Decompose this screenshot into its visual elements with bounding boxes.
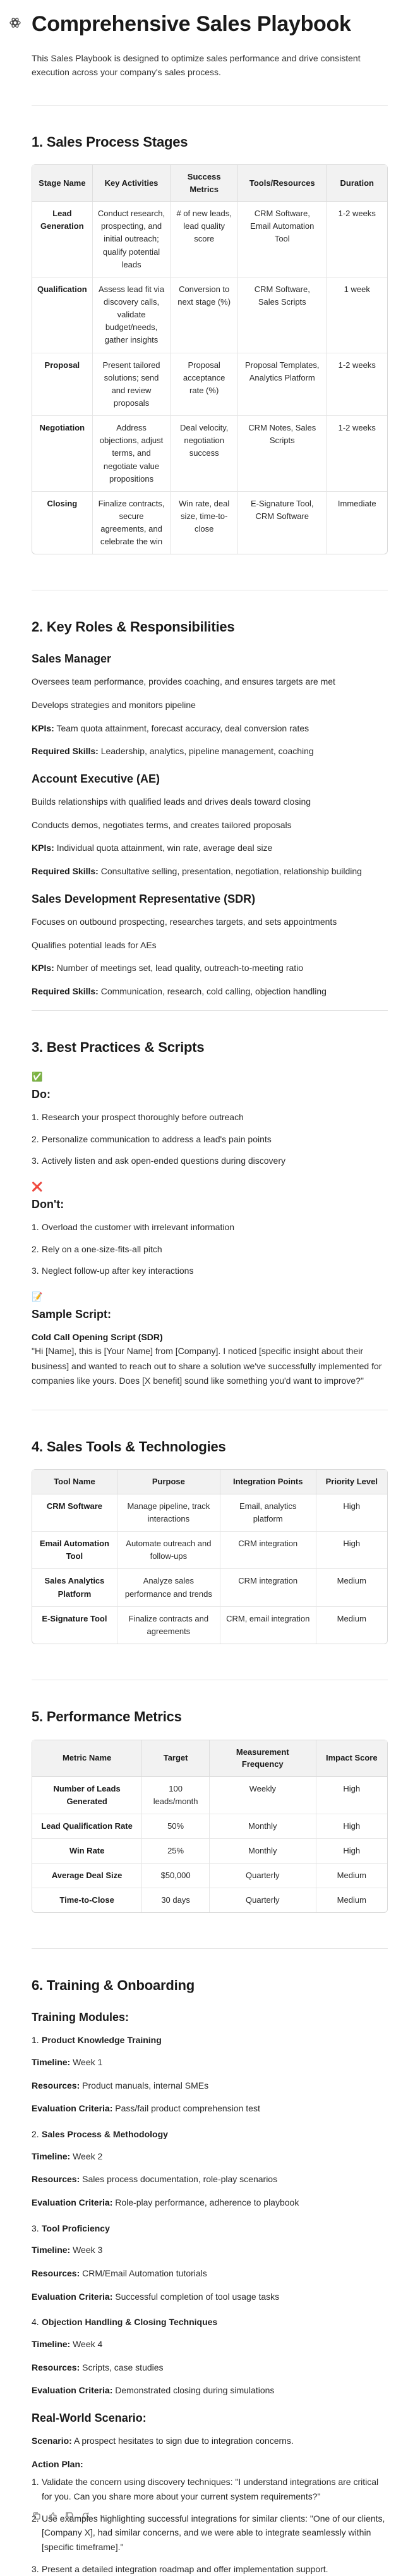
table-row [32,1532,387,1569]
section-heading-metrics: 5. Performance Metrics [32,1708,182,1724]
table-cell: 25% [142,1839,210,1864]
sales-tools-table [32,1469,388,1644]
checkmark-icon: ✅ [32,1071,43,1082]
table-row [32,492,387,554]
detail-value: Product manuals, internal SMEs [82,2080,209,2091]
module-details [32,2055,388,2116]
detail-label: Timeline: [32,2151,71,2161]
scenario-text: A prospect hesitates to sign due to integration concerns. [73,2436,294,2446]
list-text: Present a detailed integration roadmap and offer implementation support. [42,2563,328,2574]
table-cell: Manage pipeline, track interactions [117,1494,220,1532]
table-cell: Deal velocity, negotiation success [171,416,238,492]
module-detail [32,2055,388,2070]
list-number: 2. [32,2128,39,2139]
skills-item [32,744,388,759]
table-cell: Immediate [337,498,376,508]
detail-label: Resources: [32,2362,80,2372]
column-header: Success Metrics [171,165,238,202]
table-cell: Win rate, deal size, time-to-close [171,492,238,554]
table-cell: Address objections, adjust terms, and negotiate value propositions [93,416,171,492]
list-item [32,1110,388,1125]
table-row [32,1864,387,1888]
list-number: 1. [32,2035,39,2046]
table-row [32,202,387,278]
table-cell: Monthly [210,1839,316,1864]
row-label-cell: Lead Generation [32,202,93,278]
module-name: Objection Handling & Closing Techniques [42,2317,218,2328]
section-heading-sales-process: 1. Sales Process Stages [32,133,188,150]
action-plan-list [32,2475,388,2576]
table-cell: 1 week [327,278,387,353]
table-cell: 1-2 weeks [327,416,387,492]
scenario-label: Scenario: [32,2436,72,2446]
kpi-text: Number of meetings set, lead quality, outreach-to-meeting ratio [56,963,304,974]
table-cell: Finalize contracts and agreements [117,1607,220,1644]
module-name: Tool Proficiency [42,2223,110,2233]
kpi-item [32,961,388,975]
module-details [32,2337,388,2398]
column-header: Target [142,1740,210,1777]
module-detail [32,2337,388,2352]
list-number: 3. [32,1156,39,1166]
column-header: Measurement Frequency [210,1740,316,1777]
table-cell: Quarterly [210,1864,316,1888]
table-row [32,416,387,492]
memo-icon: 📝 [32,1291,43,1302]
section-divider [32,1948,388,1949]
thumbs-down-icon[interactable] [64,2511,75,2521]
table-cell: Medium [316,1569,387,1606]
list-number: 2. [32,1133,39,1144]
skills-text: Leadership, analytics, pipeline management, coaching [100,746,314,757]
detail-value: Pass/fail product comprehension test [115,2103,260,2114]
row-label-cell: CRM Software [32,1494,117,1532]
detail-label: Evaluation Criteria: [32,2197,113,2207]
skills-text: Communication, research, cold calling, objection handling [100,986,327,996]
module-name: Product Knowledge Training [42,2035,162,2046]
role-title: Sales Development Representative (SDR) [32,892,256,905]
table-cell: Medium [316,1864,387,1888]
section-divider [32,1010,388,1011]
role-title: Sales Manager [32,652,112,666]
detail-value: Demonstrated closing during simulations [115,2385,275,2396]
list-item [32,1264,388,1278]
table-cell: Quarterly [210,1888,316,1912]
row-label-cell: Email Automation Tool [32,1532,117,1569]
table-cell: 100 leads/month [142,1777,210,1814]
list-item [32,1154,388,1168]
column-header: Stage Name [32,165,93,202]
column-header: Metric Name [32,1740,142,1777]
kpi-text: Team quota attainment, forecast accuracy, deal conversion rates [56,723,309,733]
kpi-label: KPIs: [32,843,54,853]
row-label-cell: Average Deal Size [32,1864,142,1888]
list-item [32,1242,388,1257]
table-cell: Assess lead fit via discovery calls, validate budget/needs, gather insights [93,278,171,353]
table-cell: 50% [142,1814,210,1839]
module-title [32,2221,388,2236]
list-item: Develops strategies and monitors pipeline [32,699,196,710]
copy-icon[interactable] [32,2511,42,2521]
module-title [32,2127,388,2142]
script-text: "Hi [Name], this is [Your Name] from [Company]. I noticed [specific insight about their business] and wanted to reach out to share a solution we've successfully implemented for companies like yours. Does [X benefit] sound like something you'd want to improve?" [32,1346,382,1386]
module-title [32,2315,388,2329]
column-header: Priority Level [316,1470,387,1494]
list-number: 2. [32,2513,39,2524]
table-cell: 30 days [142,1888,210,1912]
row-label-cell: Proposal [32,353,93,417]
table-row [32,1569,387,1606]
do-list [32,1110,388,1168]
module-title [32,2033,388,2048]
table-cell: CRM, email integration [220,1607,316,1644]
table-cell: High [316,1494,387,1532]
action-plan-heading: Action Plan: [32,2458,83,2469]
skills-label: Required Skills: [32,986,99,996]
list-text: Personalize communication to address a lead's pain points [42,1133,272,1144]
table-cell: Medium [337,1613,366,1623]
column-header: Duration [327,165,387,202]
module-detail [32,2172,388,2187]
table-row [32,1777,387,1814]
document-title: Comprehensive Sales Playbook [32,12,351,36]
role-items [32,915,388,999]
table-cell: CRM Software, Sales Scripts [238,278,327,353]
table-cell: Monthly [210,1814,316,1839]
detail-value: Sales process documentation, role-play scenarios [82,2174,278,2185]
table-cell: High [316,1839,387,1864]
section-heading-tools: 4. Sales Tools & Technologies [32,1438,226,1455]
table-cell: $50,000 [142,1864,210,1888]
detail-label: Resources: [32,2080,80,2091]
table-cell: Weekly [210,1777,316,1814]
column-header: Tools/Resources [238,165,327,202]
section-heading-training: 6. Training & Onboarding [32,1977,195,1994]
sales-process-table [32,164,388,554]
list-item [32,2475,388,2503]
table-cell: Analyze sales performance and trends [117,1569,220,1606]
module-detail [32,2360,388,2375]
row-label-cell: Time-to-Close [32,1888,142,1912]
detail-label: Timeline: [32,2056,71,2067]
roles-list [32,650,388,999]
detail-label: Evaluation Criteria: [32,2385,113,2396]
row-label-cell: Negotiation [32,416,93,492]
table-cell: Proposal Templates, Analytics Platform [238,353,327,417]
skills-label: Required Skills: [32,746,99,757]
table-row [32,1607,387,1644]
table-cell: High [316,1777,387,1814]
detail-label: Timeline: [32,2245,71,2256]
detail-label: Evaluation Criteria: [32,2103,113,2114]
table-row [32,1494,387,1532]
module-detail [32,2383,388,2398]
row-label-cell: Number of Leads Generated [32,1777,142,1814]
do-heading: Do: [32,1087,51,1101]
list-text: Actively listen and ask open-ended questions during discovery [42,1156,286,1166]
scenario-heading: Real-World Scenario: [32,2411,147,2424]
list-text: Rely on a one-size-fits-all pitch [42,1243,162,1254]
table-cell: Email, analytics platform [220,1494,316,1532]
column-header: Impact Score [316,1740,387,1777]
detail-value: Week 3 [73,2245,103,2256]
row-label-cell: Qualification [32,278,93,353]
kpi-item [32,841,388,855]
column-header: Key Activities [93,165,171,202]
cross-icon: ❌ [32,1181,43,1192]
training-modules-list [32,2033,388,2398]
training-modules-heading: Training Modules: [32,2011,129,2024]
table-cell: Automate outreach and follow-ups [117,1532,220,1569]
table-cell: CRM integration [220,1532,316,1569]
table-cell: Finalize contracts, secure agreements, and celebrate the win [93,492,171,554]
table-cell: Medium [337,1895,366,1905]
intro-paragraph: This Sales Playbook is designed to optimize sales performance and drive consistent execution across your company's sales process. [32,52,361,78]
list-number: 4. [32,2317,39,2328]
skills-label: Required Skills: [32,866,99,877]
row-label-cell: Sales Analytics Platform [32,1569,117,1606]
detail-value: Scripts, case studies [82,2362,164,2372]
module-name: Sales Process & Methodology [42,2128,168,2139]
table-cell: Present tailored solutions; send and review proposals [93,353,171,417]
table-row [32,353,387,417]
table-cell: # of new leads, lead quality score [171,202,238,278]
detail-value: Week 4 [73,2338,103,2349]
section-divider [32,105,388,106]
section-heading-roles: 2. Key Roles & Responsibilities [32,619,235,635]
row-label-cell: Closing [32,492,93,554]
assistant-logo-icon [9,16,21,29]
module-detail [32,2266,388,2281]
list-text: Overload the customer with irrelevant information [42,1221,235,1232]
table-header-row [32,1470,387,1494]
skills-item [32,864,388,879]
table-cell: E-Signature Tool, CRM Software [238,492,327,554]
detail-label: Resources: [32,2268,80,2278]
table-cell: CRM Software, Email Automation Tool [238,202,327,278]
table-cell: High [316,1814,387,1839]
detail-value: Successful completion of tool usage tasks [115,2291,280,2302]
list-number: 3. [32,1266,39,1276]
module-detail [32,2101,388,2116]
row-label-cell: Lead Qualification Rate [32,1814,142,1839]
role-title: Account Executive (AE) [32,772,160,785]
kpi-item [32,721,388,736]
list-number: 3. [32,2563,39,2574]
detail-value: Week 1 [73,2056,103,2067]
list-text: Research your prospect thoroughly before outreach [42,1112,244,1123]
skills-text: Consultative selling, presentation, negotiation, relationship building [100,866,362,877]
list-item: Focuses on outbound prospecting, researches targets, and sets appointments [32,916,337,927]
table-header-row [32,165,387,202]
table-row [32,278,387,353]
table-cell: Conversion to next stage (%) [171,278,238,353]
list-item [32,1220,388,1235]
list-number: 1. [32,1112,39,1123]
list-item [32,1132,388,1147]
module-detail [32,2079,388,2093]
column-header: Tool Name [32,1470,117,1494]
list-item: Conducts demos, negotiates terms, and creates tailored proposals [32,819,292,830]
module-details [32,2149,388,2210]
kpi-text: Individual quota attainment, win rate, average deal size [56,843,273,853]
skills-item [32,984,388,999]
role-items [32,675,388,759]
detail-value: Role-play performance, adherence to playbook [115,2197,299,2207]
detail-label: Resources: [32,2174,80,2185]
list-text: Use examples highlighting successful integrations for similar clients: "One of our clients, [Company X], had similar concerns, and we were able to integrate seamlessly within [specific timeframe]." [42,2513,385,2553]
table-cell: CRM integration [220,1569,316,1606]
list-item: Builds relationships with qualified leads and drives deals toward closing [32,797,311,807]
column-header: Integration Points [220,1470,316,1494]
more-icon[interactable] [97,2511,107,2521]
detail-value: Week 2 [73,2151,103,2161]
table-cell: Proposal acceptance rate (%) [171,353,238,417]
table-header-row [32,1740,387,1777]
section-heading-best-practices: 3. Best Practices & Scripts [32,1039,205,1055]
module-detail [32,2290,388,2304]
detail-label: Timeline: [32,2338,71,2349]
table-cell: Conduct research, prospecting, and initial outreach; qualify potential leads [93,202,171,278]
list-text: Neglect follow-up after key interactions [42,1266,194,1276]
retry-icon[interactable] [81,2511,91,2521]
kpi-label: KPIs: [32,723,54,733]
performance-metrics-table [32,1740,388,1914]
list-item: Qualifies potential leads for AEs [32,939,157,950]
message-action-bar [32,2511,107,2521]
table-row [32,1839,387,1864]
column-header: Purpose [117,1470,220,1494]
row-label-cell: Win Rate [32,1839,142,1864]
dont-heading: Don't: [32,1197,64,1211]
list-number: 3. [32,2223,39,2233]
list-number: 2. [32,1243,39,1254]
detail-label: Evaluation Criteria: [32,2291,113,2302]
thumbs-up-icon[interactable] [48,2511,58,2521]
list-item [32,2562,388,2576]
module-detail [32,2243,388,2257]
dont-list [32,1220,388,1278]
table-row [32,1814,387,1839]
module-details [32,2243,388,2304]
row-label-cell: E-Signature Tool [32,1607,117,1644]
sample-script-heading: Sample Script: [32,1307,112,1321]
table-row [32,1888,387,1912]
role-items [32,795,388,879]
script-subtitle: Cold Call Opening Script (SDR) [32,1331,163,1342]
module-detail [32,2195,388,2210]
table-cell: CRM Notes, Sales Scripts [238,416,327,492]
list-number: 1. [32,2477,39,2487]
table-cell: High [316,1532,387,1569]
table-cell: 1-2 weeks [327,202,387,278]
scenario-line [32,2434,388,2448]
list-text: Validate the concern using discovery techniques: "I understand integrations are critical for you. Can you share more about your current system requirements?" [42,2477,379,2502]
module-detail [32,2149,388,2164]
detail-value: CRM/Email Automation tutorials [82,2268,207,2278]
list-item: Oversees team performance, provides coaching, and ensures targets are met [32,676,335,687]
table-cell: 1-2 weeks [327,353,387,417]
list-number: 1. [32,1221,39,1232]
kpi-label: KPIs: [32,963,54,974]
